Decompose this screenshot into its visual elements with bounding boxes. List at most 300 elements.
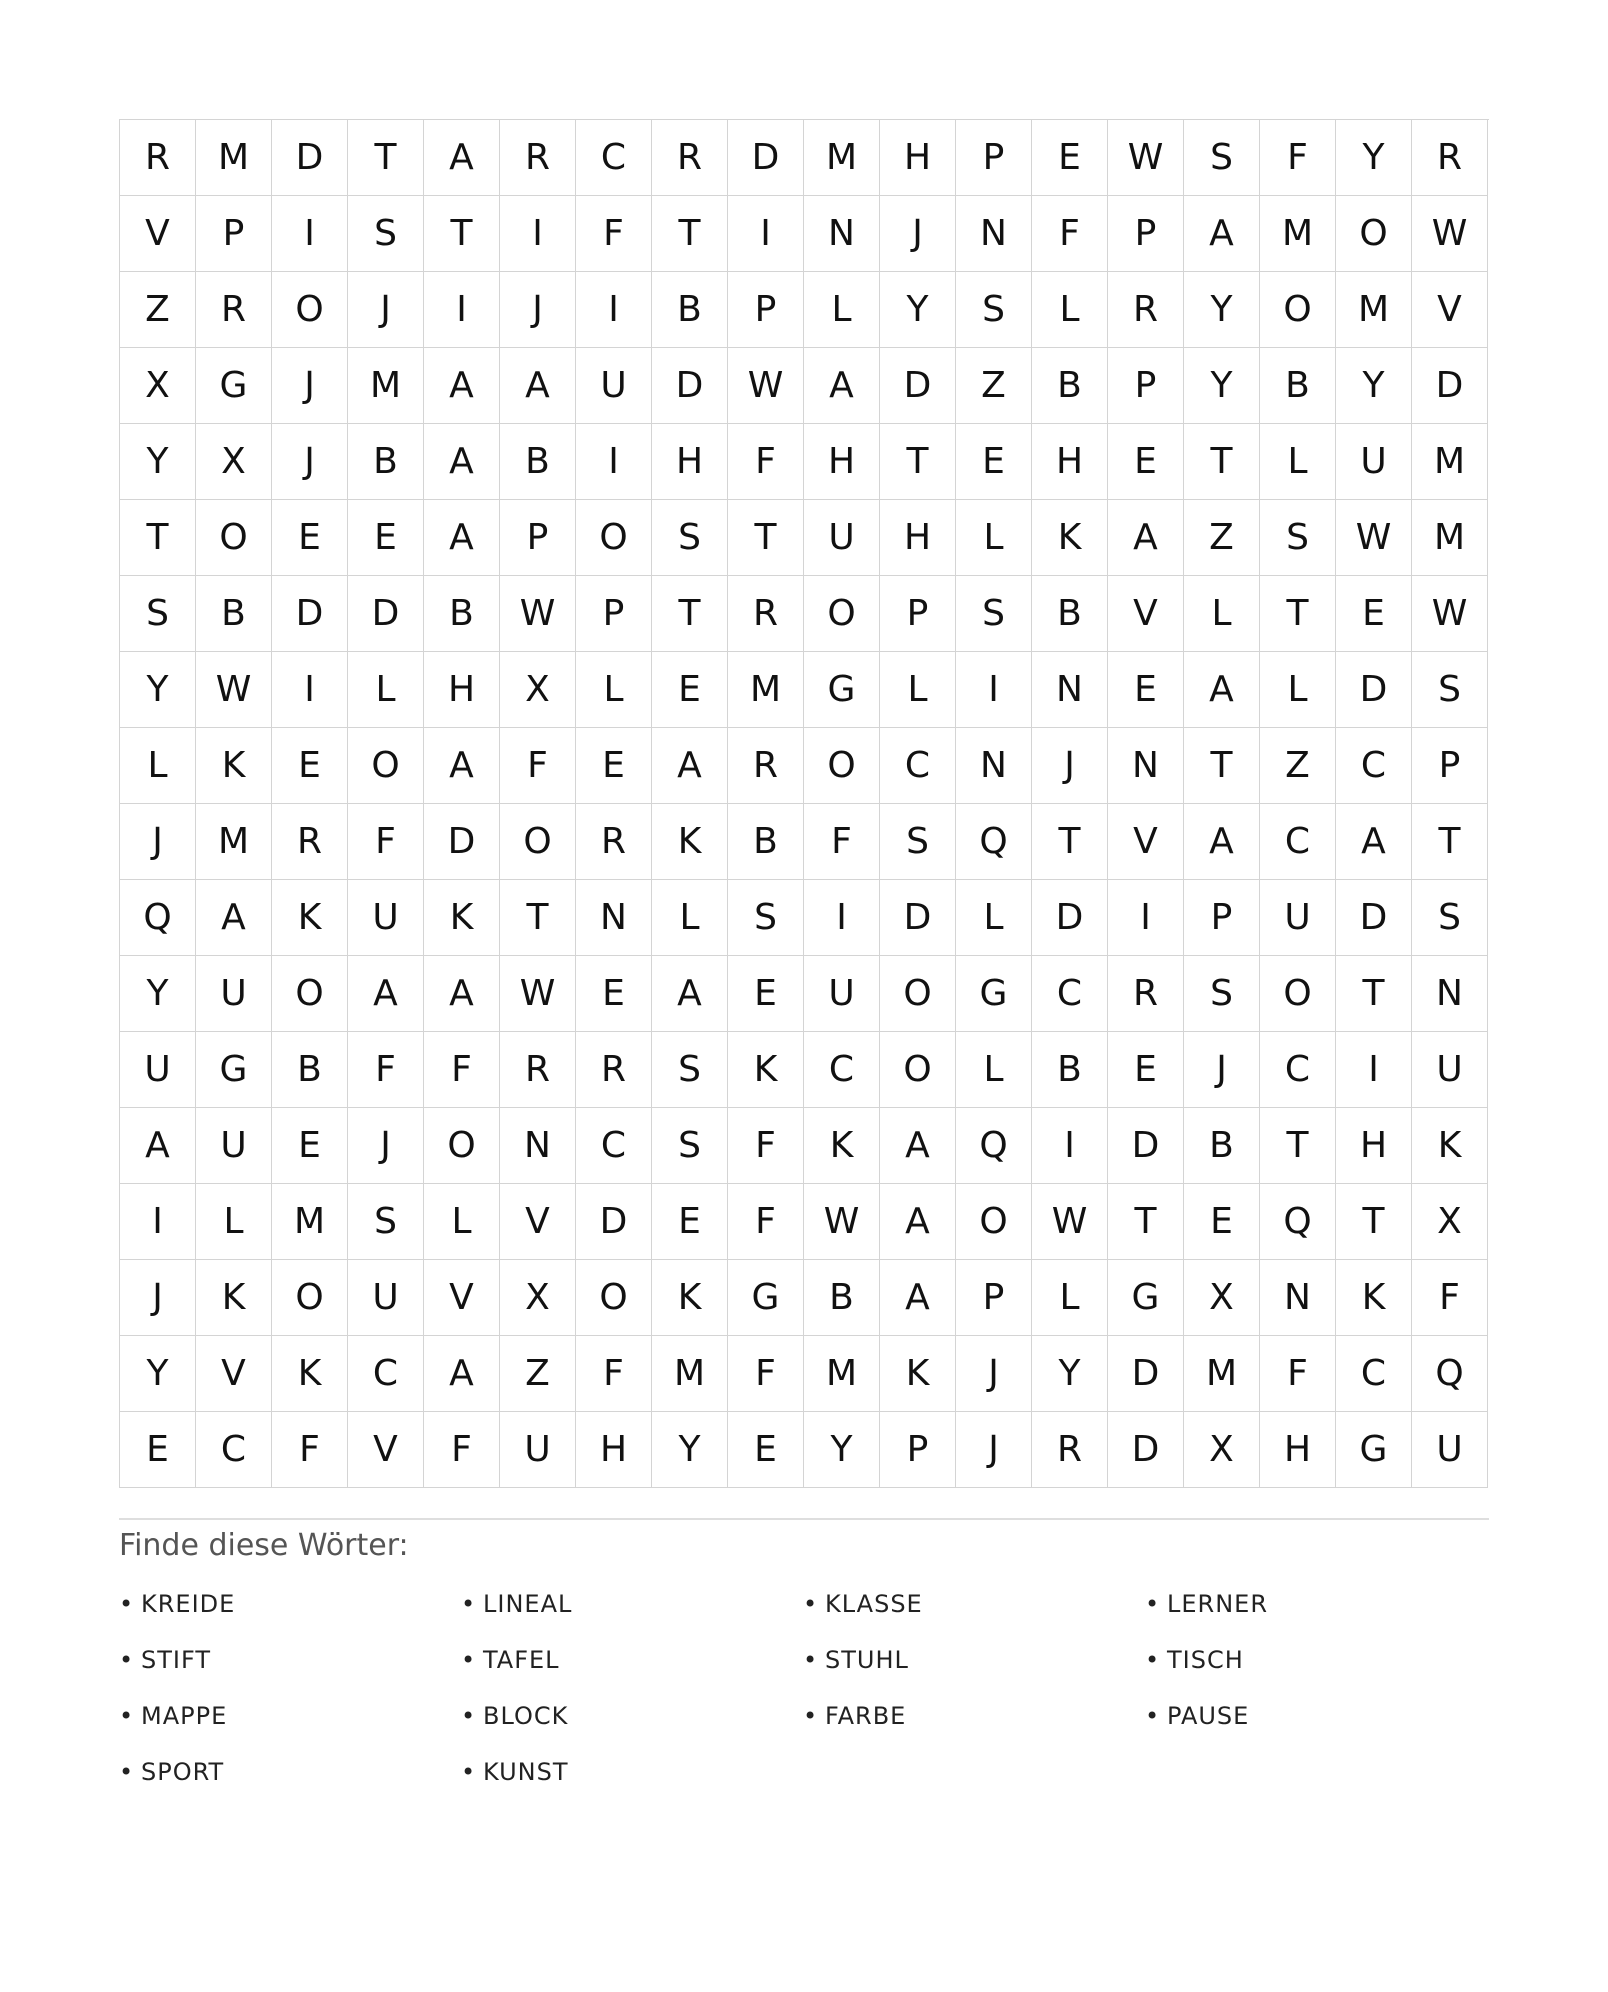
- grid-cell[interactable]: A: [424, 728, 500, 804]
- grid-cell[interactable]: Q: [120, 880, 196, 956]
- grid-cell[interactable]: Y: [120, 652, 196, 728]
- grid-cell[interactable]: K: [652, 1260, 728, 1336]
- grid-cell[interactable]: T: [652, 576, 728, 652]
- grid-cell[interactable]: X: [196, 424, 272, 500]
- grid-cell[interactable]: Z: [500, 1336, 576, 1412]
- grid-cell[interactable]: H: [1336, 1108, 1412, 1184]
- grid-cell[interactable]: D: [728, 120, 804, 196]
- grid-cell[interactable]: Y: [1336, 348, 1412, 424]
- grid-cell[interactable]: J: [1184, 1032, 1260, 1108]
- grid-cell[interactable]: Y: [120, 1336, 196, 1412]
- grid-cell[interactable]: M: [1412, 424, 1488, 500]
- grid-cell[interactable]: N: [576, 880, 652, 956]
- grid-cell[interactable]: E: [1108, 652, 1184, 728]
- grid-cell[interactable]: L: [956, 1032, 1032, 1108]
- grid-cell[interactable]: S: [652, 1032, 728, 1108]
- grid-cell[interactable]: D: [1108, 1412, 1184, 1488]
- grid-cell[interactable]: K: [880, 1336, 956, 1412]
- grid-cell[interactable]: F: [272, 1412, 348, 1488]
- grid-cell[interactable]: O: [1336, 196, 1412, 272]
- grid-cell[interactable]: O: [880, 956, 956, 1032]
- grid-cell[interactable]: L: [196, 1184, 272, 1260]
- grid-cell[interactable]: K: [1336, 1260, 1412, 1336]
- grid-cell[interactable]: D: [652, 348, 728, 424]
- grid-cell[interactable]: F: [348, 1032, 424, 1108]
- grid-cell[interactable]: G: [1108, 1260, 1184, 1336]
- grid-cell[interactable]: I: [272, 196, 348, 272]
- grid-cell[interactable]: P: [576, 576, 652, 652]
- grid-cell[interactable]: A: [500, 348, 576, 424]
- grid-cell[interactable]: O: [804, 728, 880, 804]
- grid-cell[interactable]: A: [348, 956, 424, 1032]
- grid-cell[interactable]: Z: [120, 272, 196, 348]
- grid-cell[interactable]: B: [1184, 1108, 1260, 1184]
- grid-cell[interactable]: I: [1336, 1032, 1412, 1108]
- grid-cell[interactable]: R: [272, 804, 348, 880]
- grid-cell[interactable]: M: [728, 652, 804, 728]
- grid-cell[interactable]: B: [500, 424, 576, 500]
- grid-cell[interactable]: E: [956, 424, 1032, 500]
- grid-cell[interactable]: X: [1412, 1184, 1488, 1260]
- grid-cell[interactable]: F: [1032, 196, 1108, 272]
- grid-cell[interactable]: I: [272, 652, 348, 728]
- grid-cell[interactable]: R: [728, 576, 804, 652]
- grid-cell[interactable]: W: [1108, 120, 1184, 196]
- grid-cell[interactable]: D: [576, 1184, 652, 1260]
- grid-cell[interactable]: J: [956, 1412, 1032, 1488]
- grid-cell[interactable]: U: [196, 956, 272, 1032]
- grid-cell[interactable]: T: [1336, 1184, 1412, 1260]
- grid-cell[interactable]: Q: [1260, 1184, 1336, 1260]
- grid-cell[interactable]: U: [348, 1260, 424, 1336]
- grid-cell[interactable]: S: [120, 576, 196, 652]
- grid-cell[interactable]: N: [956, 728, 1032, 804]
- grid-cell[interactable]: F: [1260, 120, 1336, 196]
- grid-cell[interactable]: K: [196, 1260, 272, 1336]
- grid-cell[interactable]: B: [728, 804, 804, 880]
- grid-cell[interactable]: A: [880, 1184, 956, 1260]
- grid-cell[interactable]: A: [424, 956, 500, 1032]
- grid-cell[interactable]: C: [1336, 728, 1412, 804]
- grid-cell[interactable]: K: [728, 1032, 804, 1108]
- grid-cell[interactable]: P: [1108, 348, 1184, 424]
- grid-cell[interactable]: A: [880, 1108, 956, 1184]
- grid-cell[interactable]: H: [1032, 424, 1108, 500]
- grid-cell[interactable]: J: [956, 1336, 1032, 1412]
- grid-cell[interactable]: G: [1336, 1412, 1412, 1488]
- grid-cell[interactable]: L: [348, 652, 424, 728]
- grid-cell[interactable]: D: [1108, 1336, 1184, 1412]
- grid-cell[interactable]: E: [652, 652, 728, 728]
- grid-cell[interactable]: A: [196, 880, 272, 956]
- grid-cell[interactable]: S: [652, 500, 728, 576]
- grid-cell[interactable]: R: [576, 1032, 652, 1108]
- grid-cell[interactable]: O: [272, 956, 348, 1032]
- grid-cell[interactable]: K: [272, 880, 348, 956]
- grid-cell[interactable]: M: [804, 1336, 880, 1412]
- grid-cell[interactable]: B: [1032, 576, 1108, 652]
- grid-cell[interactable]: E: [272, 1108, 348, 1184]
- grid-cell[interactable]: A: [652, 956, 728, 1032]
- grid-cell[interactable]: F: [348, 804, 424, 880]
- grid-cell[interactable]: Y: [652, 1412, 728, 1488]
- grid-cell[interactable]: S: [1184, 956, 1260, 1032]
- grid-cell[interactable]: A: [1336, 804, 1412, 880]
- grid-cell[interactable]: E: [652, 1184, 728, 1260]
- grid-cell[interactable]: V: [1108, 576, 1184, 652]
- grid-cell[interactable]: O: [1260, 956, 1336, 1032]
- grid-cell[interactable]: O: [272, 1260, 348, 1336]
- grid-cell[interactable]: A: [120, 1108, 196, 1184]
- grid-cell[interactable]: E: [272, 728, 348, 804]
- grid-cell[interactable]: A: [1184, 804, 1260, 880]
- grid-cell[interactable]: T: [424, 196, 500, 272]
- grid-cell[interactable]: R: [500, 120, 576, 196]
- grid-cell[interactable]: W: [1412, 196, 1488, 272]
- grid-cell[interactable]: Q: [956, 804, 1032, 880]
- grid-cell[interactable]: N: [500, 1108, 576, 1184]
- grid-cell[interactable]: B: [424, 576, 500, 652]
- grid-cell[interactable]: T: [120, 500, 196, 576]
- grid-cell[interactable]: I: [120, 1184, 196, 1260]
- grid-cell[interactable]: T: [1336, 956, 1412, 1032]
- grid-cell[interactable]: I: [424, 272, 500, 348]
- grid-cell[interactable]: J: [120, 804, 196, 880]
- grid-cell[interactable]: H: [880, 120, 956, 196]
- grid-cell[interactable]: W: [500, 576, 576, 652]
- grid-cell[interactable]: B: [348, 424, 424, 500]
- grid-cell[interactable]: E: [1184, 1184, 1260, 1260]
- grid-cell[interactable]: P: [500, 500, 576, 576]
- grid-cell[interactable]: A: [424, 348, 500, 424]
- grid-cell[interactable]: L: [956, 880, 1032, 956]
- grid-cell[interactable]: A: [424, 424, 500, 500]
- grid-cell[interactable]: W: [804, 1184, 880, 1260]
- grid-cell[interactable]: R: [652, 120, 728, 196]
- grid-cell[interactable]: N: [1412, 956, 1488, 1032]
- grid-cell[interactable]: M: [272, 1184, 348, 1260]
- grid-cell[interactable]: H: [1260, 1412, 1336, 1488]
- grid-cell[interactable]: W: [500, 956, 576, 1032]
- grid-cell[interactable]: W: [1412, 576, 1488, 652]
- grid-cell[interactable]: D: [1032, 880, 1108, 956]
- grid-cell[interactable]: P: [1412, 728, 1488, 804]
- grid-cell[interactable]: F: [728, 1108, 804, 1184]
- grid-cell[interactable]: T: [880, 424, 956, 500]
- grid-cell[interactable]: L: [1032, 272, 1108, 348]
- grid-cell[interactable]: C: [1260, 1032, 1336, 1108]
- grid-cell[interactable]: H: [424, 652, 500, 728]
- grid-cell[interactable]: P: [880, 576, 956, 652]
- grid-cell[interactable]: H: [652, 424, 728, 500]
- grid-cell[interactable]: R: [120, 120, 196, 196]
- grid-cell[interactable]: W: [1032, 1184, 1108, 1260]
- grid-cell[interactable]: G: [804, 652, 880, 728]
- grid-cell[interactable]: T: [1412, 804, 1488, 880]
- grid-cell[interactable]: C: [576, 1108, 652, 1184]
- grid-cell[interactable]: O: [576, 500, 652, 576]
- grid-cell[interactable]: M: [196, 804, 272, 880]
- grid-cell[interactable]: X: [500, 652, 576, 728]
- grid-cell[interactable]: F: [728, 1184, 804, 1260]
- grid-cell[interactable]: V: [348, 1412, 424, 1488]
- grid-cell[interactable]: U: [804, 500, 880, 576]
- grid-cell[interactable]: A: [424, 500, 500, 576]
- grid-cell[interactable]: R: [728, 728, 804, 804]
- grid-cell[interactable]: J: [500, 272, 576, 348]
- grid-cell[interactable]: R: [576, 804, 652, 880]
- grid-cell[interactable]: V: [120, 196, 196, 272]
- grid-cell[interactable]: D: [1108, 1108, 1184, 1184]
- grid-cell[interactable]: S: [348, 196, 424, 272]
- grid-cell[interactable]: E: [576, 956, 652, 1032]
- grid-cell[interactable]: V: [196, 1336, 272, 1412]
- grid-cell[interactable]: C: [196, 1412, 272, 1488]
- grid-cell[interactable]: B: [1260, 348, 1336, 424]
- grid-cell[interactable]: R: [1032, 1412, 1108, 1488]
- grid-cell[interactable]: F: [500, 728, 576, 804]
- grid-cell[interactable]: G: [196, 348, 272, 424]
- grid-cell[interactable]: Y: [1184, 272, 1260, 348]
- grid-cell[interactable]: A: [880, 1260, 956, 1336]
- grid-cell[interactable]: K: [652, 804, 728, 880]
- grid-cell[interactable]: W: [728, 348, 804, 424]
- grid-cell[interactable]: E: [728, 956, 804, 1032]
- grid-cell[interactable]: K: [1032, 500, 1108, 576]
- grid-cell[interactable]: I: [956, 652, 1032, 728]
- grid-cell[interactable]: U: [576, 348, 652, 424]
- grid-cell[interactable]: D: [1412, 348, 1488, 424]
- grid-cell[interactable]: C: [576, 120, 652, 196]
- grid-cell[interactable]: O: [576, 1260, 652, 1336]
- grid-cell[interactable]: B: [804, 1260, 880, 1336]
- grid-cell[interactable]: R: [1108, 956, 1184, 1032]
- grid-cell[interactable]: T: [348, 120, 424, 196]
- grid-cell[interactable]: O: [804, 576, 880, 652]
- grid-cell[interactable]: L: [1260, 424, 1336, 500]
- grid-cell[interactable]: T: [500, 880, 576, 956]
- grid-cell[interactable]: T: [652, 196, 728, 272]
- grid-cell[interactable]: X: [1184, 1412, 1260, 1488]
- grid-cell[interactable]: U: [1260, 880, 1336, 956]
- grid-cell[interactable]: K: [1412, 1108, 1488, 1184]
- grid-cell[interactable]: S: [652, 1108, 728, 1184]
- grid-cell[interactable]: F: [576, 196, 652, 272]
- grid-cell[interactable]: I: [576, 272, 652, 348]
- grid-cell[interactable]: L: [1260, 652, 1336, 728]
- grid-cell[interactable]: I: [804, 880, 880, 956]
- grid-cell[interactable]: T: [1108, 1184, 1184, 1260]
- grid-cell[interactable]: S: [348, 1184, 424, 1260]
- grid-cell[interactable]: U: [804, 956, 880, 1032]
- grid-cell[interactable]: C: [1336, 1336, 1412, 1412]
- grid-cell[interactable]: M: [1412, 500, 1488, 576]
- grid-cell[interactable]: B: [652, 272, 728, 348]
- grid-cell[interactable]: L: [956, 500, 1032, 576]
- grid-cell[interactable]: F: [1260, 1336, 1336, 1412]
- grid-cell[interactable]: U: [1412, 1032, 1488, 1108]
- grid-cell[interactable]: T: [1184, 424, 1260, 500]
- grid-cell[interactable]: V: [424, 1260, 500, 1336]
- grid-cell[interactable]: C: [880, 728, 956, 804]
- grid-cell[interactable]: U: [1336, 424, 1412, 500]
- grid-cell[interactable]: A: [1108, 500, 1184, 576]
- grid-cell[interactable]: N: [1032, 652, 1108, 728]
- grid-cell[interactable]: C: [804, 1032, 880, 1108]
- grid-cell[interactable]: Q: [956, 1108, 1032, 1184]
- grid-cell[interactable]: T: [1184, 728, 1260, 804]
- grid-cell[interactable]: Y: [120, 956, 196, 1032]
- grid-cell[interactable]: P: [728, 272, 804, 348]
- grid-cell[interactable]: X: [500, 1260, 576, 1336]
- grid-cell[interactable]: S: [1184, 120, 1260, 196]
- grid-cell[interactable]: F: [424, 1032, 500, 1108]
- grid-cell[interactable]: P: [956, 1260, 1032, 1336]
- grid-cell[interactable]: M: [196, 120, 272, 196]
- grid-cell[interactable]: E: [120, 1412, 196, 1488]
- grid-cell[interactable]: M: [1336, 272, 1412, 348]
- grid-cell[interactable]: E: [1032, 120, 1108, 196]
- grid-cell[interactable]: S: [1412, 652, 1488, 728]
- grid-cell[interactable]: E: [576, 728, 652, 804]
- grid-cell[interactable]: T: [1260, 1108, 1336, 1184]
- grid-cell[interactable]: E: [1108, 424, 1184, 500]
- grid-cell[interactable]: L: [652, 880, 728, 956]
- grid-cell[interactable]: Y: [880, 272, 956, 348]
- grid-cell[interactable]: K: [272, 1336, 348, 1412]
- grid-cell[interactable]: J: [1032, 728, 1108, 804]
- grid-cell[interactable]: U: [348, 880, 424, 956]
- grid-cell[interactable]: L: [804, 272, 880, 348]
- grid-cell[interactable]: Z: [956, 348, 1032, 424]
- grid-cell[interactable]: K: [424, 880, 500, 956]
- grid-cell[interactable]: R: [500, 1032, 576, 1108]
- grid-cell[interactable]: S: [956, 576, 1032, 652]
- grid-cell[interactable]: U: [500, 1412, 576, 1488]
- grid-cell[interactable]: U: [120, 1032, 196, 1108]
- grid-cell[interactable]: L: [424, 1184, 500, 1260]
- grid-cell[interactable]: Z: [1184, 500, 1260, 576]
- grid-cell[interactable]: O: [500, 804, 576, 880]
- grid-cell[interactable]: F: [728, 1336, 804, 1412]
- grid-cell[interactable]: K: [804, 1108, 880, 1184]
- grid-cell[interactable]: D: [272, 120, 348, 196]
- grid-cell[interactable]: A: [1184, 196, 1260, 272]
- grid-cell[interactable]: D: [272, 576, 348, 652]
- grid-cell[interactable]: W: [196, 652, 272, 728]
- grid-cell[interactable]: D: [880, 348, 956, 424]
- grid-cell[interactable]: D: [880, 880, 956, 956]
- grid-cell[interactable]: I: [576, 424, 652, 500]
- grid-cell[interactable]: E: [272, 500, 348, 576]
- grid-cell[interactable]: V: [500, 1184, 576, 1260]
- grid-cell[interactable]: M: [804, 120, 880, 196]
- grid-cell[interactable]: M: [1260, 196, 1336, 272]
- grid-cell[interactable]: I: [1108, 880, 1184, 956]
- grid-cell[interactable]: O: [196, 500, 272, 576]
- grid-cell[interactable]: J: [348, 1108, 424, 1184]
- grid-cell[interactable]: P: [196, 196, 272, 272]
- grid-cell[interactable]: M: [348, 348, 424, 424]
- grid-cell[interactable]: S: [880, 804, 956, 880]
- grid-cell[interactable]: G: [956, 956, 1032, 1032]
- grid-cell[interactable]: X: [1184, 1260, 1260, 1336]
- grid-cell[interactable]: G: [728, 1260, 804, 1336]
- grid-cell[interactable]: B: [272, 1032, 348, 1108]
- grid-cell[interactable]: E: [348, 500, 424, 576]
- grid-cell[interactable]: I: [728, 196, 804, 272]
- grid-cell[interactable]: I: [500, 196, 576, 272]
- grid-cell[interactable]: A: [652, 728, 728, 804]
- grid-cell[interactable]: X: [120, 348, 196, 424]
- grid-cell[interactable]: H: [880, 500, 956, 576]
- grid-cell[interactable]: Y: [1184, 348, 1260, 424]
- grid-cell[interactable]: F: [728, 424, 804, 500]
- grid-cell[interactable]: R: [1412, 120, 1488, 196]
- grid-cell[interactable]: F: [424, 1412, 500, 1488]
- grid-cell[interactable]: D: [1336, 652, 1412, 728]
- grid-cell[interactable]: L: [1032, 1260, 1108, 1336]
- grid-cell[interactable]: O: [880, 1032, 956, 1108]
- grid-cell[interactable]: O: [348, 728, 424, 804]
- grid-cell[interactable]: O: [272, 272, 348, 348]
- grid-cell[interactable]: V: [1412, 272, 1488, 348]
- grid-cell[interactable]: Y: [804, 1412, 880, 1488]
- grid-cell[interactable]: T: [1260, 576, 1336, 652]
- grid-cell[interactable]: P: [956, 120, 1032, 196]
- grid-cell[interactable]: N: [1108, 728, 1184, 804]
- grid-cell[interactable]: F: [804, 804, 880, 880]
- grid-cell[interactable]: S: [956, 272, 1032, 348]
- grid-cell[interactable]: I: [1032, 1108, 1108, 1184]
- grid-cell[interactable]: H: [576, 1412, 652, 1488]
- grid-cell[interactable]: L: [576, 652, 652, 728]
- grid-cell[interactable]: J: [272, 424, 348, 500]
- grid-cell[interactable]: D: [348, 576, 424, 652]
- grid-cell[interactable]: G: [196, 1032, 272, 1108]
- grid-cell[interactable]: B: [1032, 348, 1108, 424]
- grid-cell[interactable]: A: [1184, 652, 1260, 728]
- grid-cell[interactable]: A: [424, 120, 500, 196]
- grid-cell[interactable]: M: [1184, 1336, 1260, 1412]
- grid-cell[interactable]: J: [880, 196, 956, 272]
- grid-cell[interactable]: O: [956, 1184, 1032, 1260]
- grid-cell[interactable]: A: [424, 1336, 500, 1412]
- grid-cell[interactable]: F: [1412, 1260, 1488, 1336]
- grid-cell[interactable]: T: [728, 500, 804, 576]
- grid-cell[interactable]: L: [120, 728, 196, 804]
- grid-cell[interactable]: F: [576, 1336, 652, 1412]
- grid-cell[interactable]: V: [1108, 804, 1184, 880]
- grid-cell[interactable]: J: [272, 348, 348, 424]
- grid-cell[interactable]: B: [1032, 1032, 1108, 1108]
- grid-cell[interactable]: J: [348, 272, 424, 348]
- grid-cell[interactable]: U: [1412, 1412, 1488, 1488]
- grid-cell[interactable]: L: [1184, 576, 1260, 652]
- grid-cell[interactable]: O: [1260, 272, 1336, 348]
- grid-cell[interactable]: L: [880, 652, 956, 728]
- grid-cell[interactable]: R: [1108, 272, 1184, 348]
- grid-cell[interactable]: P: [880, 1412, 956, 1488]
- grid-cell[interactable]: M: [652, 1336, 728, 1412]
- grid-cell[interactable]: N: [1260, 1260, 1336, 1336]
- grid-cell[interactable]: K: [196, 728, 272, 804]
- grid-cell[interactable]: N: [956, 196, 1032, 272]
- grid-cell[interactable]: Q: [1412, 1336, 1488, 1412]
- grid-cell[interactable]: W: [1336, 500, 1412, 576]
- grid-cell[interactable]: E: [1336, 576, 1412, 652]
- grid-cell[interactable]: D: [1336, 880, 1412, 956]
